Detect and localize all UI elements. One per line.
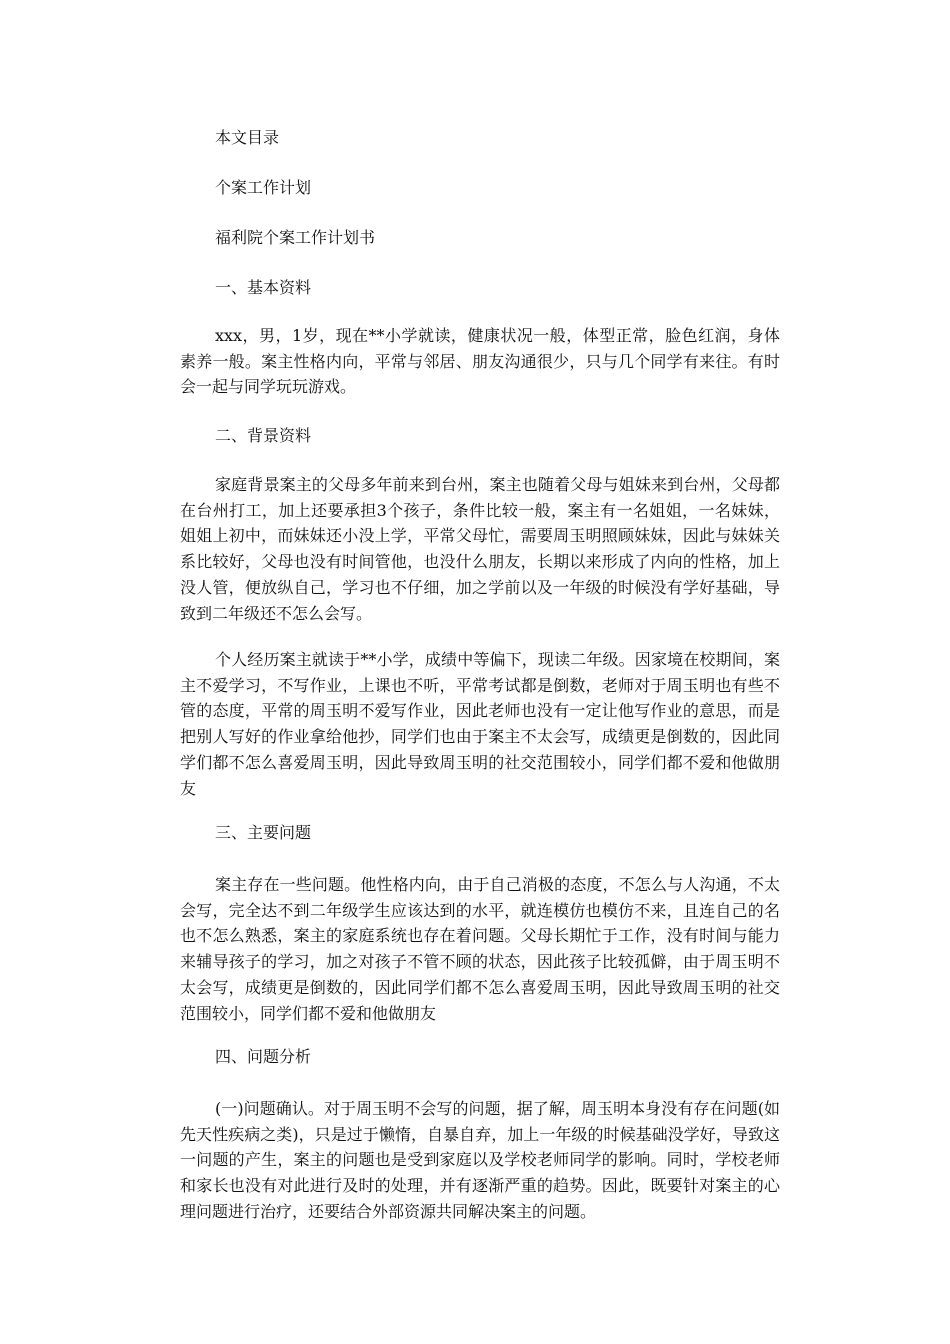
toc-heading: 本文目录 <box>215 128 280 147</box>
paragraph-problem-confirmation: (一)问题确认。对于周玉明不会写的问题，据了解，周玉明本身没有存在问题(如先天性疾病之类)，只是过于懒惰，自暴自弃，加上一年级的时候基础没学好，导致这一问题的产生，案主的问题也是受到家庭以及学校老师同学的影响。同时，学校老师和家长也没有对此进行及时的处理，并有逐渐严重的趋势。因此，既要针对案主的心理问题进行治疗，还要结合外部资源共同解决案主的问题。 <box>180 1099 780 1221</box>
paragraph-basic-info: xxx，男，1岁，现在**小学就读，健康状况一般，体型正常，脸色红润，身体素养一般。案主性格内向，平常与邻居、朋友沟通很少，只与几个同学有来往。有时会一起与同学玩玩游戏。 <box>180 326 780 397</box>
paragraph-family-background: 家庭背景案主的父母多年前来到台州，案主也随着父母与姐妹来到台州，父母都在台州打工，加上还要承担3个孩子，条件比较一般，案主有一名姐姐，一名妹妹，姐姐上初中，而妹妹还小没上学，平常父母忙，需要周玉明照顾妹妹，因此与妹妹关系比较好，父母也没有时间管他，也没什么朋友，长期以来形成了内向的性格，加上没人管，便放纵自己，学习也不仔细，加之学前以及一年级的时候没有学好基础，导致到二年级还不怎么会写。 <box>180 475 780 623</box>
section-heading-main-problems: 三、主要问题 <box>215 823 312 842</box>
section-heading-background: 二、背景资料 <box>215 426 312 445</box>
document-title: 福利院个案工作计划书 <box>215 228 376 247</box>
paragraph-personal-history: 个人经历案主就读于**小学，成绩中等偏下，现读二年级。因家境在校期间，案主不爱学习，不写作业，上课也不听，平常考试都是倒数，老师对于周玉明也有些不管的态度，平常的周玉明不爱写作业，因此老师也没有一定让他写作业的意思，而是把别人写好的作业拿给他抄，同学们也由于案主不太会写，成绩更是倒数的，因此同学们都不怎么喜爱周玉明，因此导致周玉明的社交范围较小，同学们都不爱和他做朋友 <box>180 650 780 798</box>
section-heading-problem-analysis: 四、问题分析 <box>215 1047 312 1066</box>
section-heading-basic-info: 一、基本资料 <box>215 278 312 297</box>
paragraph-main-problems: 案主存在一些问题。他性格内向，由于自己消极的态度，不怎么与人沟通，不太会写，完全达不到二年级学生应该达到的水平，就连模仿也模仿不来，且连自己的名也不怎么熟悉，案主的家庭系统也存在着问题。父母长期忙于工作，没有时间与能力来辅导孩子的学习，加之对孩子不管不顾的状态，因此孩子比较孤僻，由于周玉明不太会写，成绩更是倒数的，因此同学们都不怎么喜爱周玉明，因此导致周玉明的社交范围较小，同学们都不爱和他做朋友 <box>180 875 780 1023</box>
toc-item: 个案工作计划 <box>215 178 312 197</box>
